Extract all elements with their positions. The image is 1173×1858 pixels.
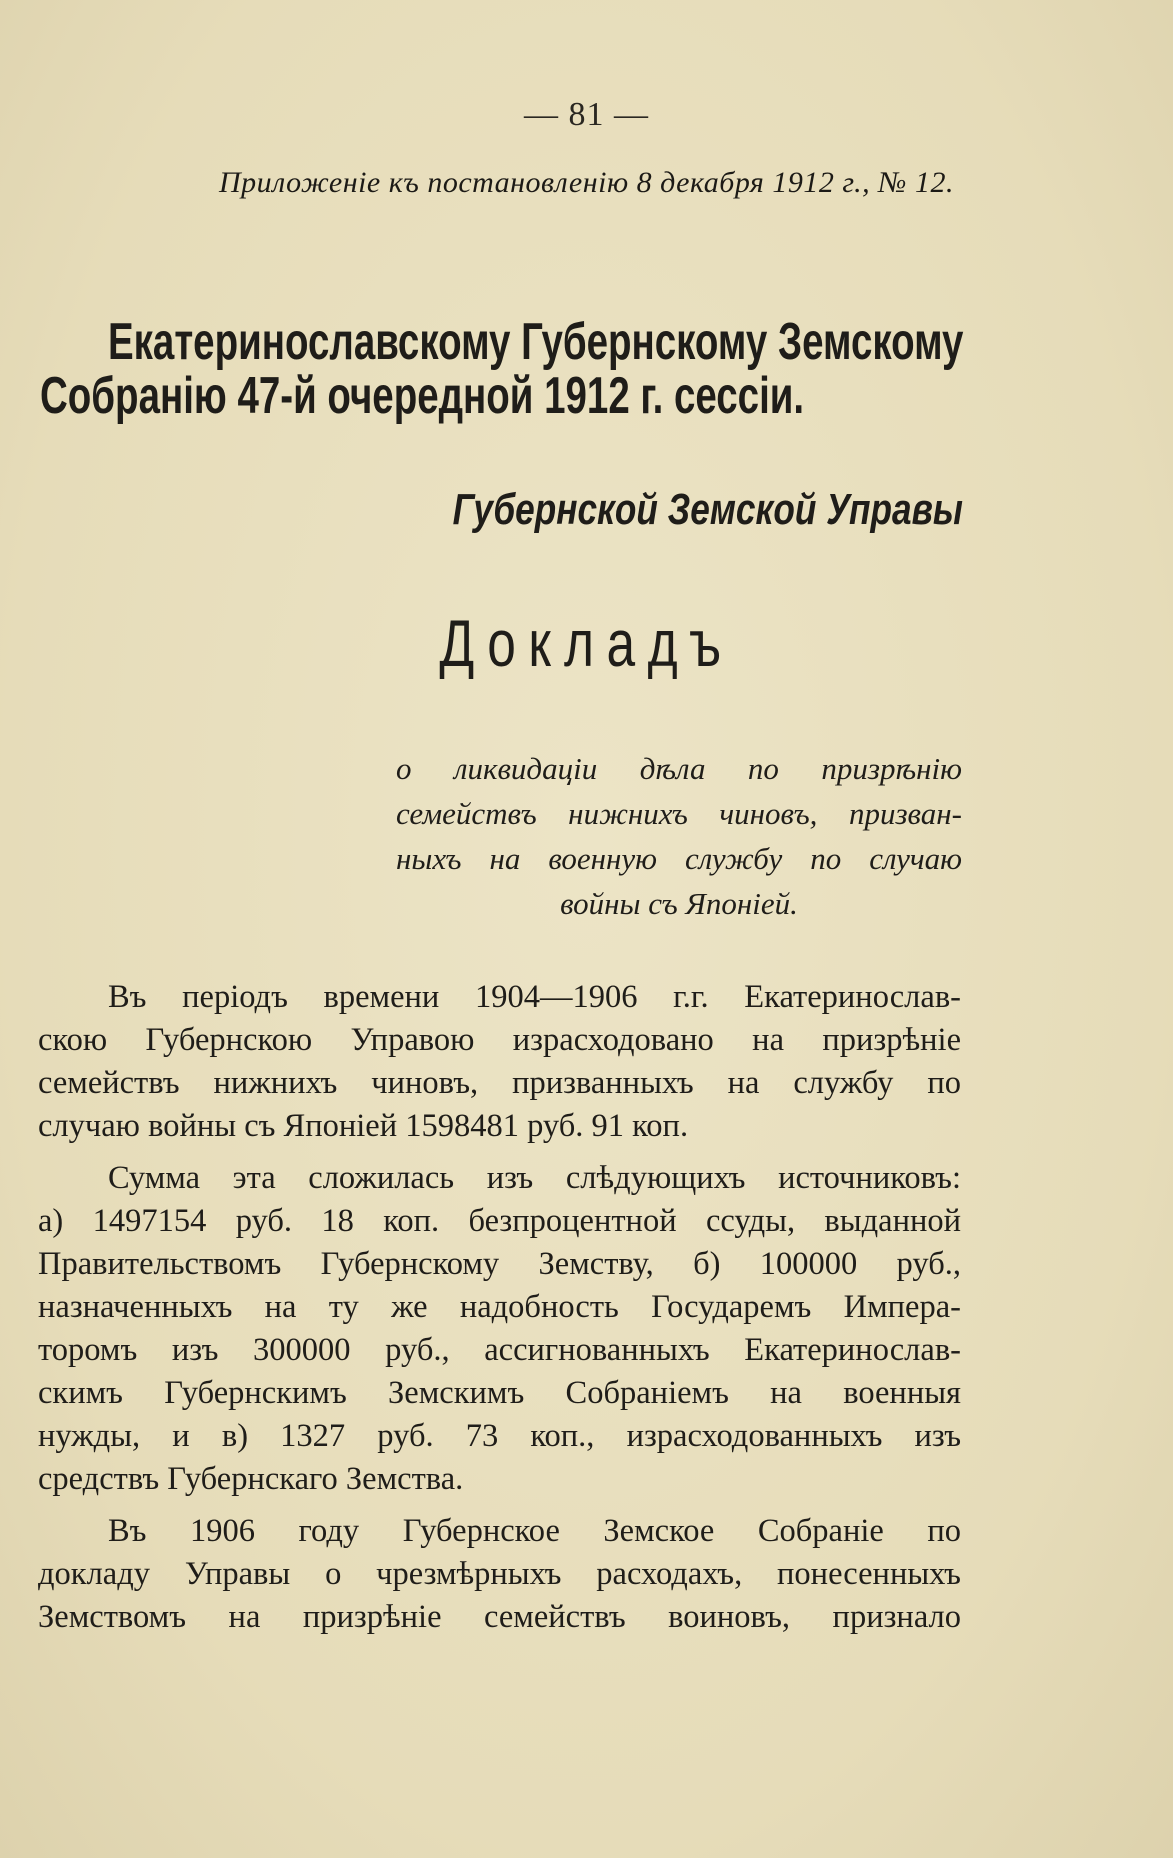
document-title: Докладъ xyxy=(439,606,734,680)
text-line: скою Губернскою Управою израсходовано на призрѣнiе xyxy=(38,1022,961,1058)
paragraph-1 xyxy=(38,976,961,1148)
addressee-line-2: Собранiю 47-й очередной 1912 г. сессiи. xyxy=(40,367,805,425)
addressee-line-1: Екатеринославскому Губернскому Земскому xyxy=(108,313,964,371)
text-line: Сумма эта сложилась изъ слѣдующихъ источниковъ: xyxy=(108,1160,961,1196)
subject-line: войны съ Японiей. xyxy=(560,886,798,921)
paragraph-3 xyxy=(38,1510,961,1639)
subject-line: ныхъ на военную службу по случаю xyxy=(396,841,962,876)
text-line: назначенныхъ на ту же надобность Государемъ Импера- xyxy=(38,1289,961,1325)
text-line: Въ 1906 году Губернское Земское Собранiе по xyxy=(108,1513,961,1549)
text-line: торомъ изъ 300000 руб., ассигнованныхъ Екатеринослав- xyxy=(38,1332,961,1368)
text-line: Земствомъ на призрѣнiе семействъ воиновъ, признало xyxy=(38,1599,961,1635)
institution-name: Губернской Земской Управы xyxy=(452,485,963,534)
text-line: семействъ нижнихъ чиновъ, призванныхъ на службу по xyxy=(38,1065,961,1101)
text-line: средствъ Губернскаго Земства. xyxy=(38,1461,464,1497)
text-line: случаю войны съ Японiей 1598481 руб. 91 коп. xyxy=(38,1108,689,1144)
body-text xyxy=(38,976,961,1648)
text-line: скимъ Губернскимъ Земскимъ Собранiемъ на военныя xyxy=(38,1375,961,1411)
subject-line: семействъ нижнихъ чиновъ, призван- xyxy=(396,796,962,831)
text-line: докладу Управы о чрезмѣрныхъ расходахъ, понесенныхъ xyxy=(38,1556,961,1592)
subject-line: о ликвидацiи дѣла по призрѣнiю xyxy=(396,751,962,786)
text-line: а) 1497154 руб. 18 коп. безпроцентной ссуды, выданной xyxy=(38,1203,961,1239)
text-line: нужды, и в) 1327 руб. 73 коп., израсходованныхъ изъ xyxy=(38,1418,961,1454)
paragraph-2 xyxy=(38,1157,961,1501)
text-line: Правительствомъ Губернскому Земству, б) 100000 руб., xyxy=(38,1246,961,1282)
report-subject xyxy=(396,746,962,926)
appendix-note: Приложенiе къ постановленiю 8 декабря 1912 г., № 12. xyxy=(219,166,954,199)
text-line: Въ перiодъ времени 1904—1906 г.г. Екатеринослав- xyxy=(108,979,961,1015)
page-number: — 81 — xyxy=(524,96,649,133)
